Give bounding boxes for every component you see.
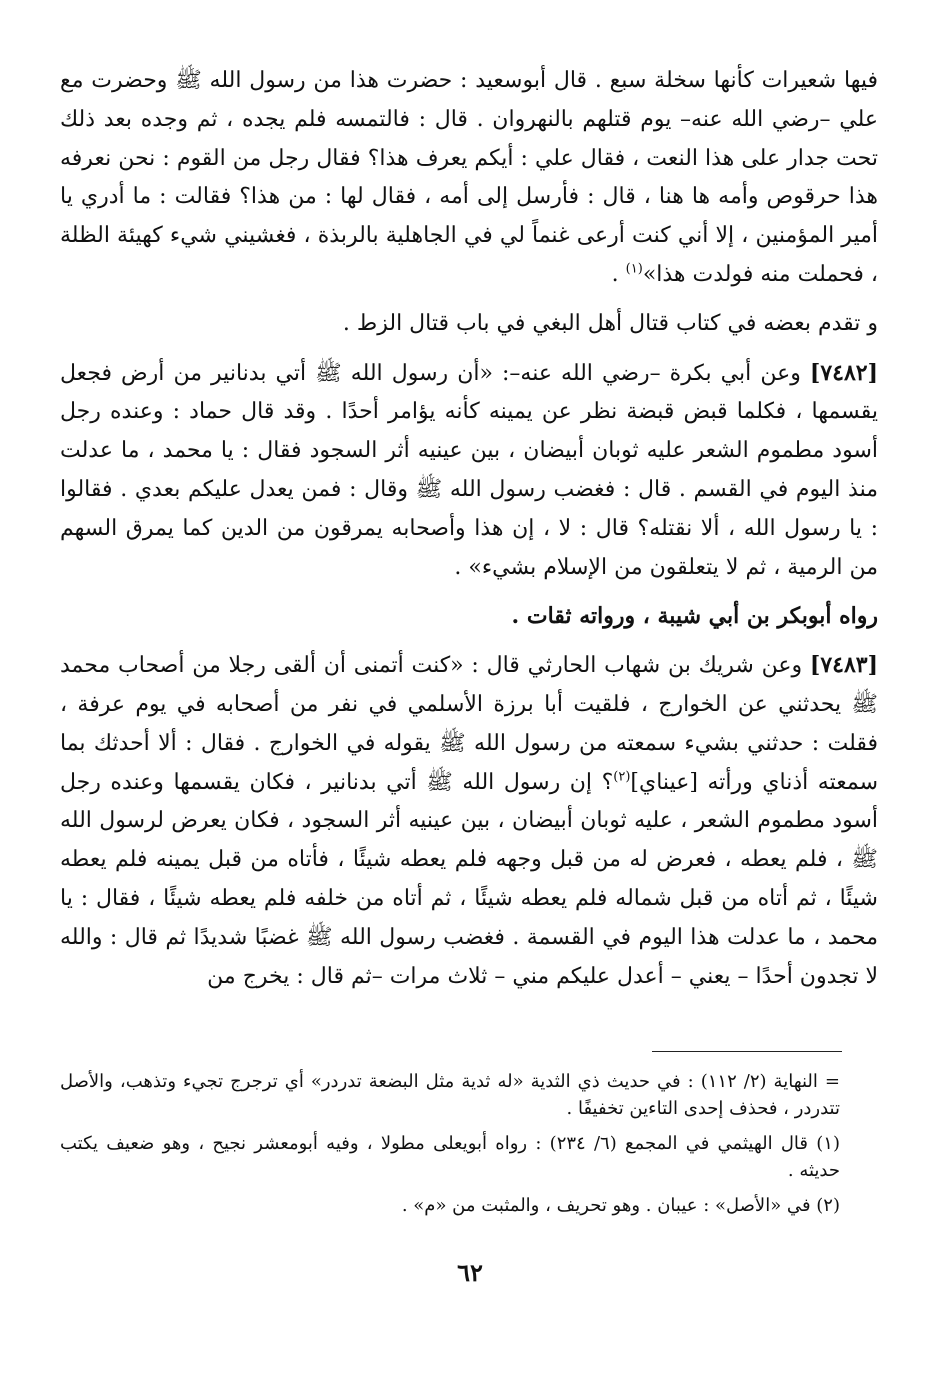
paragraph-1 [60, 62, 878, 295]
hadith-number-7483: [٧٤٨٣] [809, 652, 878, 679]
paragraph-1-end: . [611, 261, 626, 287]
footnotes [60, 1068, 840, 1227]
footnote-ref-2: (٢) [613, 769, 631, 785]
hadith-7483 [60, 646, 878, 996]
footnote-ref-1: (١) [625, 261, 643, 277]
hadith-number-7482: [٧٤٨٢] [809, 359, 878, 386]
main-text [60, 62, 878, 996]
hadith-7483-text-a: وعن شريك بن شهاب الحارثي قال : «كنت أتمنى أن ألقى رجلا من أصحاب محمد ﷺ يحدثني عن الخوارج ، فلقيت أبا برزة الأسلمي في نفر من أصحابه في يوم عرفة ، فقلت : حدثني بشيء سمعته من رسول الله ﷺ يقوله في الخوارج . فقال : ألا أحدثك بما سمعته أذناي ورأته [عيناي] [60, 653, 879, 795]
footnote-divider [652, 1051, 842, 1052]
hadith-7482-text: وعن أبي بكرة –رضي الله عنه–: «أن رسول الله ﷺ أتي بدنانير من أرض فجعل يقسمها ، فكلما قبض قبضة نظر عن يمينه كأنه يؤامر أحدًا . وقد قال حماد : وعنده رجل أسود مطموم الشعر عليه ثوبان أبيضان ، بين عينيه أثر السجود فقال : يا محمد ، ما عدلت منذ اليوم في القسم . قال : فغضب رسول الله ﷺ وقال : فمن يعدل عليكم بعدي . فقالوا : يا رسول الله ، ألا نقتله؟ قال : لا ، إن هذا وأصحابه يمرقون من الدين كما يمرق السهم من الرمية ، ثم لا يتعلقون من الإسلام بشيء» . [60, 360, 878, 580]
narration-note: رواه أبوبكر بن أبي شيبة ، ورواته ثقات . [511, 603, 878, 630]
hadith-7483-text-b: ؟ إن رسول الله ﷺ أتي بدنانير ، فكان يقسمها وعنده رجل أسود مطموم الشعر ، عليه ثوبان أبيضان ، بين عينيه أثر السجود ، فكان يعرض لرسول الله ﷺ ، فلم يعطه ، فعرض له من قبل وجهه فلم يعطه شيئًا ، فأتاه من قبل يمينه فلم يعطه شيئًا ، ثم أتاه من قبل شماله فلم يعطه شيئًا ، ثم أتاه من خلفه فلم يعطه شيئًا ، فقال : يا محمد ، ما عدلت هذا اليوم في القسمة . فغضب رسول الله ﷺ غضبًا شديدًا ثم قال : والله لا تجدون أحدًا – يعني – أعدل عليكم مني – ثلاث مرات –ثم قال : يخرج من [60, 769, 878, 989]
footnote-1: (١) قال الهيثمي في المجمع (٦/ ٢٣٤) : رواه أبويعلى مطولا ، وفيه أبومعشر نجيح ، وهو ضعيف يكتب حديثه . [60, 1133, 840, 1181]
page-number: ٦٢ [457, 1258, 483, 1287]
paragraph-2: و تقدم بعضه في كتاب قتال أهل البغي في باب قتال الزط . [342, 310, 878, 336]
footnote-2: (٢) في «الأصل» : عيبان . وهو تحريف ، والمثبت من «م» . [401, 1195, 840, 1216]
footnote-continued: = النهاية (٢/ ١١٢) : في حديث ذي الثدية «له ثدية مثل البضعة تدردر» أي ترجرج تجيء وتذهب، والأصل تتدردر ، فحذف إحدى التاءين تخفيفًا . [60, 1071, 840, 1119]
paragraph-1-text: فيها شعيرات كأنها سخلة سبع . قال أبوسعيد : حضرت هذا من رسول الله ﷺ وحضرت مع علي –رضي الله عنه– يوم قتلهم بالنهروان . قال : فالتمسه فلم يجده ، ثم وجده بعد ذلك تحت جدار على هذا النعت ، فقال علي : أيكم يعرف هذا؟ فقال رجل من القوم : نحن نعرفه هذا حرقوص وأمه ها هنا ، قال : فأرسل إلى أمه ، فقال لها : من هذا؟ فقالت : ما أدري يا أمير المؤمنين ، إلا أني كنت أرعى غنماً لي في الجاهلية بالربذة ، فغشيني شيء كهيئة الظلة ، فحملت منه فولدت هذا» [60, 68, 878, 287]
hadith-7482 [60, 354, 878, 588]
